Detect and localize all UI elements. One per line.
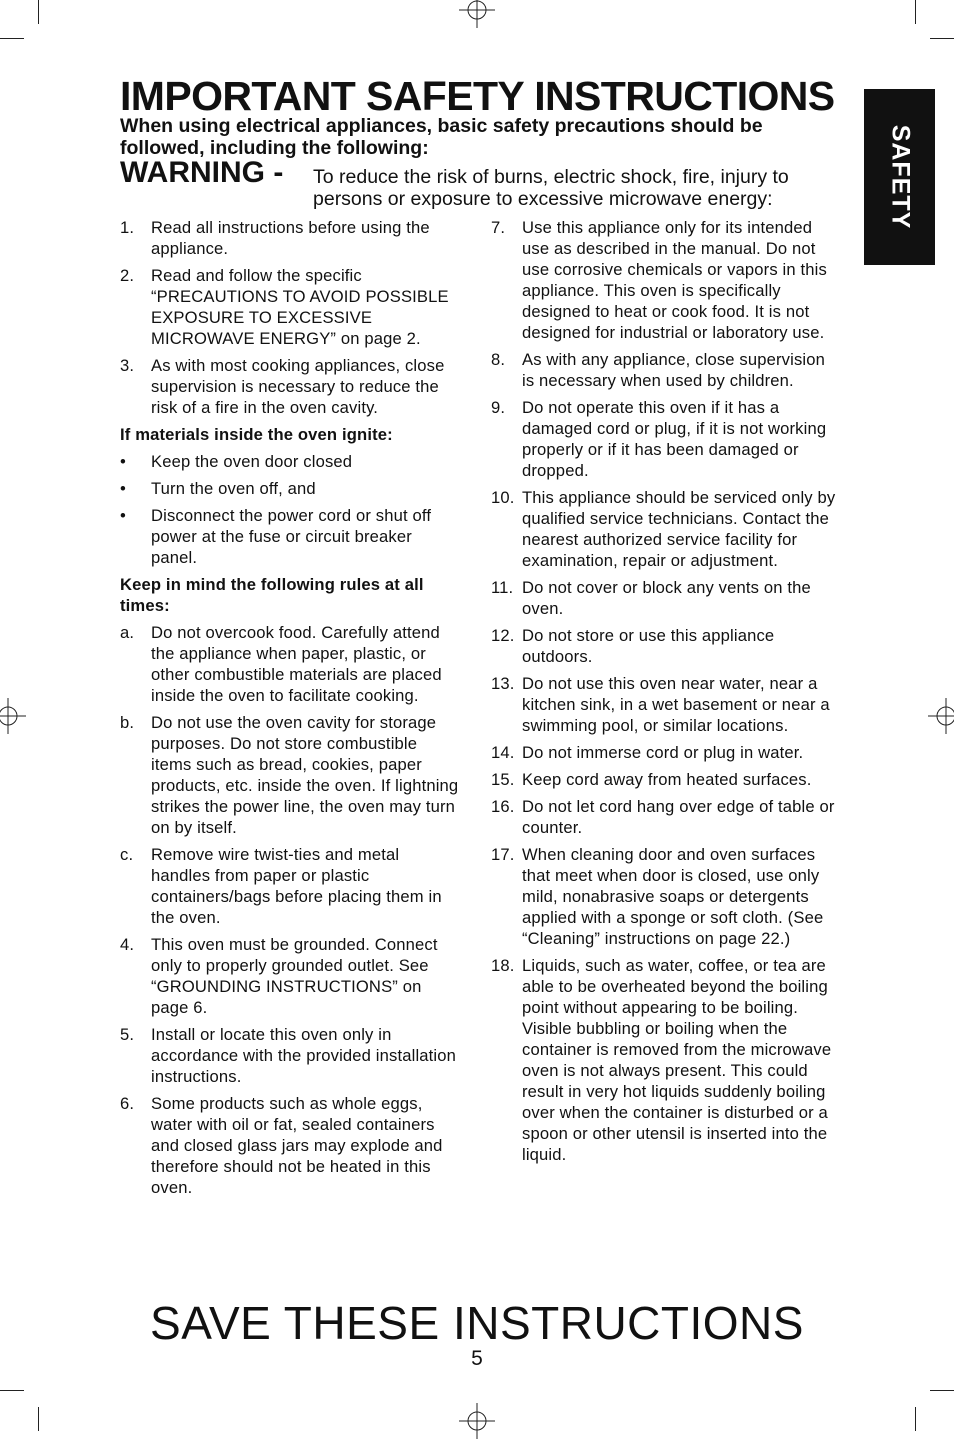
list-marker: 9. [491, 398, 506, 417]
list-marker: 13. [491, 674, 515, 693]
warning-label: WARNING - [120, 156, 284, 189]
list-marker: a. [120, 623, 135, 642]
instruction-list [491, 217, 836, 1165]
list-marker: 4. [120, 935, 135, 954]
crop-mark [38, 1407, 39, 1431]
list-item-text: Do not store or use this appliance outdoors. [522, 626, 775, 666]
registration-mark-icon [0, 698, 26, 734]
page-number: 5 [471, 1347, 483, 1370]
rules-list [120, 622, 462, 928]
list-item-text: Keep the oven door closed [151, 452, 353, 471]
list-item [491, 796, 836, 838]
list-item [491, 577, 836, 619]
list-marker: 2. [120, 266, 135, 285]
list-marker: 3. [120, 356, 135, 375]
list-item [491, 349, 836, 391]
list-item [491, 844, 836, 949]
list-marker: b. [120, 713, 135, 732]
list-item-text: Read all instructions before using the appliance. [151, 218, 430, 258]
list-item-text: Remove wire twist-ties and metal handles from paper or plastic containers/bags before placing them in the oven. [151, 845, 442, 927]
right-column [491, 217, 836, 1171]
list-item-text: Use this appliance only for its intended use as described in the manual. Do not use corrosive chemicals or vapors in this appliance. This oven is specifically designed to heat or cook food. It is not designed for industrial or laboratory use. [522, 218, 827, 342]
list-item [491, 625, 836, 667]
ignite-heading: If materials inside the oven ignite: [120, 425, 393, 444]
instruction-list [120, 934, 462, 1198]
list-marker: • [120, 452, 126, 471]
registration-mark-icon [459, 1403, 495, 1439]
list-item-text: When cleaning door and oven surfaces that meet when door is closed, use only mild, nonabrasive soaps or detergents applied with a sponge or soft cloth. (See “Cleaning” instructions on page 22.) [522, 845, 824, 948]
list-item [491, 217, 836, 343]
list-marker: 16. [491, 797, 515, 816]
list-item [120, 1024, 462, 1087]
list-item-text: Keep cord away from heated surfaces. [522, 770, 812, 789]
registration-mark-icon [459, 0, 495, 28]
list-marker: 11. [491, 578, 514, 597]
crop-mark [915, 0, 916, 24]
list-item-text: Do not use the oven cavity for storage purposes. Do not store combustible items such as bread, cookies, paper products, etc. inside the oven. If lightning strikes the power line, the oven may turn on by itself. [151, 713, 459, 837]
list-item [120, 934, 462, 1018]
rule-item [120, 712, 462, 838]
list-marker: 17. [491, 845, 515, 864]
rule-item [120, 844, 462, 928]
list-marker: 5. [120, 1025, 135, 1044]
list-item-text: As with most cooking appliances, close supervision is necessary to reduce the risk of a fire in the oven cavity. [151, 356, 445, 417]
list-item [491, 955, 836, 1165]
registration-mark-icon [928, 698, 954, 734]
list-marker: 18. [491, 956, 515, 975]
list-marker: 14. [491, 743, 515, 762]
crop-mark [0, 1390, 24, 1391]
list-item-text: This appliance should be serviced only by qualified service technicians. Contact the nearest authorized service facility for examination, repair or adjustment. [522, 488, 836, 570]
list-item-text: Do not immerse cord or plug in water. [522, 743, 804, 762]
list-item-text: Some products such as whole eggs, water with oil or fat, sealed containers and closed glass jars may explode and therefore should not be heated in this oven. [151, 1094, 443, 1197]
crop-mark [38, 0, 39, 24]
list-marker: 15. [491, 770, 515, 789]
left-column [120, 217, 462, 1204]
crop-mark [930, 1390, 954, 1391]
list-marker: • [120, 479, 126, 498]
list-item [120, 355, 462, 418]
crop-mark [915, 1407, 916, 1431]
save-instructions-banner: SAVE THESE INSTRUCTIONS [150, 1297, 804, 1349]
section-tab-label: SAFETY [886, 124, 914, 230]
rule-item [120, 622, 462, 706]
list-item-text: Liquids, such as water, coffee, or tea are able to be overheated beyond the boiling point without appearing to be boiling. Visible bubbling or boiling when the container is removed from the microwave oven is not always present. This could result in very hot liquids suddenly boiling over when the container is disturbed or a spoon or other utensil is inserted into the liquid. [522, 956, 832, 1164]
list-item-text: Do not overcook food. Carefully attend the appliance when paper, plastic, or other combustible materials are placed inside the oven to facilitate cooking. [151, 623, 442, 705]
list-item-text: Install or locate this oven only in accordance with the provided installation instructions. [151, 1025, 457, 1086]
list-item-text: Do not operate this oven if it has a damaged cord or plug, if it is not working properly or if it has been damaged or dropped. [522, 398, 827, 480]
list-marker: 7. [491, 218, 506, 237]
list-item-text: Disconnect the power cord or shut off power at the fuse or circuit breaker panel. [151, 506, 432, 567]
list-item [491, 769, 836, 790]
list-item [491, 397, 836, 481]
page-title: IMPORTANT SAFETY INSTRUCTIONS [120, 73, 835, 119]
bullet-item [120, 505, 462, 568]
list-marker: 6. [120, 1094, 135, 1113]
list-marker: 10. [491, 488, 515, 507]
list-item [491, 673, 836, 736]
list-item-text: As with any appliance, close supervision is necessary when used by children. [522, 350, 826, 390]
list-item [120, 217, 462, 259]
ignite-bullet-list [120, 451, 462, 568]
crop-mark [930, 38, 954, 39]
list-item [120, 1093, 462, 1198]
page-subtitle: When using electrical appliances, basic safety precautions should be followed, including the following: [120, 115, 763, 159]
bullet-item [120, 478, 462, 499]
list-marker: 8. [491, 350, 506, 369]
list-item-text: Do not let cord hang over edge of table or counter. [522, 797, 835, 837]
list-item [491, 487, 836, 571]
crop-mark [0, 38, 24, 39]
instruction-list [120, 217, 462, 418]
list-item-text: Do not cover or block any vents on the oven. [522, 578, 811, 618]
list-marker: 12. [491, 626, 515, 645]
list-item-text: Turn the oven off, and [151, 479, 316, 498]
list-item [491, 742, 836, 763]
list-marker: c. [120, 845, 134, 864]
rules-heading: Keep in mind the following rules at all times: [120, 575, 424, 615]
section-tab [864, 89, 935, 265]
list-item [120, 265, 462, 349]
list-item-text: Do not use this oven near water, near a kitchen sink, in a wet basement or near a swimming pool, or similar locations. [522, 674, 830, 735]
list-item-text: Read and follow the specific “PRECAUTIONS TO AVOID POSSIBLE EXPOSURE TO EXCESSIVE MICROWAVE ENERGY” on page 2. [151, 266, 449, 348]
list-item-text: This oven must be grounded. Connect only to properly grounded outlet. See “GROUNDING INSTRUCTIONS” on page 6. [151, 935, 438, 1017]
warning-text: To reduce the risk of burns, electric shock, fire, injury to persons or exposure to excessive microwave energy: [313, 166, 789, 210]
list-marker: • [120, 506, 126, 525]
bullet-item [120, 451, 462, 472]
list-marker: 1. [120, 218, 135, 237]
